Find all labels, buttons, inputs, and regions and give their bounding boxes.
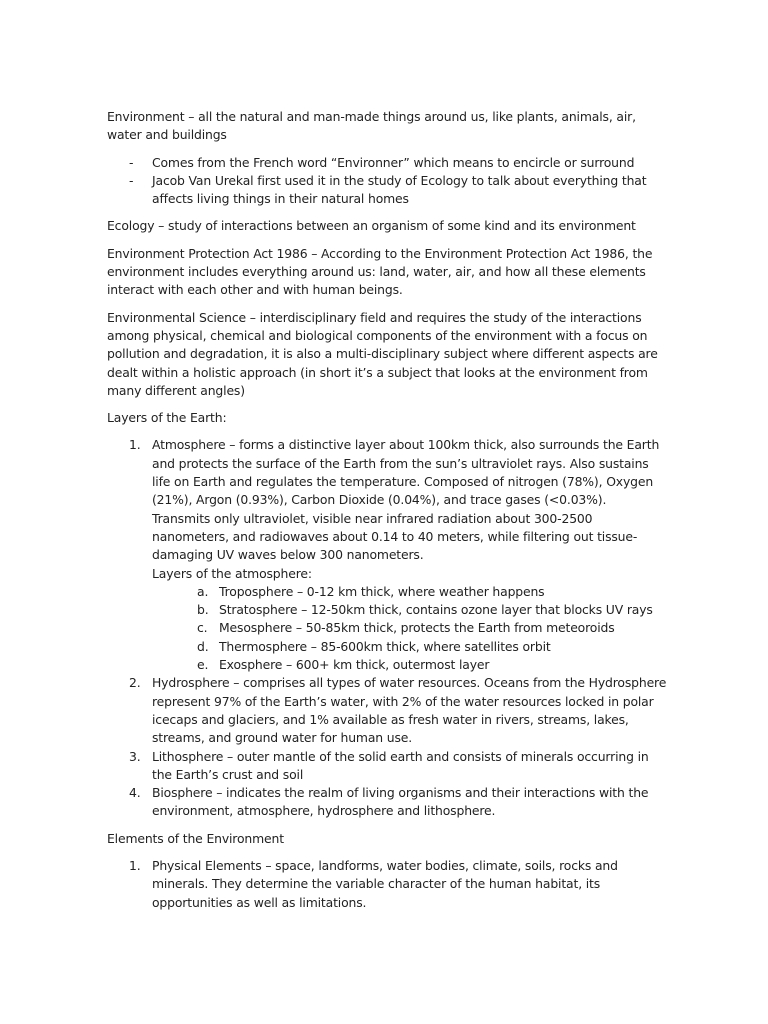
layer-text: Biosphere – indicates the realm of living organisms and their interactions with the environment, atmosphere, hydrosphere and lithosphere. xyxy=(152,785,649,819)
list-number: 3. xyxy=(129,748,141,764)
list-item xyxy=(107,154,667,172)
list-letter: b. xyxy=(197,602,209,618)
list-item xyxy=(152,619,667,637)
atmosphere-layers-heading: Layers of the atmosphere: xyxy=(152,565,312,581)
elements-heading: Elements of the Environment xyxy=(107,830,284,846)
list-item-text: Stratosphere – 12-50km thick, contains ozone layer that blocks UV rays xyxy=(219,602,653,618)
list-item xyxy=(152,583,667,601)
environment-elements-list xyxy=(107,857,667,912)
list-item xyxy=(152,601,667,619)
list-letter: c. xyxy=(197,620,208,636)
layer-text: Lithosphere – outer mantle of the solid earth and consists of minerals occurring in the Earth’s crust and soil xyxy=(152,748,649,782)
list-item xyxy=(152,656,667,674)
environment-notes-list xyxy=(107,154,667,209)
list-number: 1. xyxy=(129,437,141,453)
layer-item-biosphere xyxy=(107,784,667,821)
element-text: Physical Elements – space, landforms, water bodies, climate, soils, rocks and minerals. They determine the variable character of the human habitat, its opportunities as well as limitations. xyxy=(152,857,618,910)
layer-text: Hydrosphere – comprises all types of water resources. Oceans from the Hydrosphere represent 97% of the Earth’s water, with 2% of the water resources locked in polar icecaps and glaciers, and 1% available as fresh water in rivers, streams, lakes, streams, and ground water for human use. xyxy=(152,675,667,746)
layer-text: Atmosphere – forms a distinctive layer about 100km thick, also surrounds the Earth and protects the surface of the Earth from the sun’s ultraviolet rays. Also sustains life on Earth and regulates the temperature. Composed of nitrogen (78%), Oxygen (21%), Argon (0.93%), Carbon Dioxide (0.04%), and trace gases (<0.03%). Transmits only ultraviolet, visible near infrared radiation about 300-2500 nanometers, and radiowaves about 0.14 to 40 meters, while filtering out tissue-damaging UV waves below 300 nanometers. xyxy=(152,437,660,563)
list-item-text: Comes from the French word “Environner” which means to encircle or surround xyxy=(152,154,635,170)
environmental-science-definition: Environmental Science – interdisciplinary field and requires the study of the interactions among physical, chemical and biological components of the environment with a focus on pollution and degradation, it is also a multi-disciplinary subject where different aspects are dealt within a holistic approach (in short it’s a subject that looks at the environment from many different angles) xyxy=(107,309,658,398)
list-letter: e. xyxy=(197,657,209,673)
environment-definition: Environment – all the natural and man-made things around us, like plants, animals, air, water and buildings xyxy=(107,109,636,143)
list-item-text: Troposphere – 0-12 km thick, where weather happens xyxy=(219,583,545,599)
layer-item-atmosphere xyxy=(107,436,667,674)
list-item-text: Exosphere – 600+ km thick, outermost layer xyxy=(219,657,490,673)
list-item-text: Mesosphere – 50-85km thick, protects the Earth from meteoroids xyxy=(219,620,615,636)
layer-item-hydrosphere xyxy=(107,674,667,747)
list-number: 1. xyxy=(129,857,141,873)
list-item xyxy=(152,638,667,656)
layers-heading: Layers of the Earth: xyxy=(107,410,227,426)
list-number: 2. xyxy=(129,675,141,691)
dash-marker: - xyxy=(129,172,134,188)
atmosphere-layers-list xyxy=(152,583,667,674)
dash-marker: - xyxy=(129,154,134,170)
document-page xyxy=(107,108,667,921)
epa-definition: Environment Protection Act 1986 – According to the Environment Protection Act 1986, the environment includes everything around us: land, water, air, and how all these elements interact with each other and with human beings. xyxy=(107,245,653,298)
list-item xyxy=(107,172,667,209)
list-item-text: Jacob Van Urekal first used it in the study of Ecology to talk about everything that affects living things in their natural homes xyxy=(152,172,647,207)
element-item-physical xyxy=(107,857,667,912)
list-letter: d. xyxy=(197,638,209,654)
list-letter: a. xyxy=(197,583,209,599)
earth-layers-list xyxy=(107,436,667,820)
list-item-text: Thermosphere – 85-600km thick, where satellites orbit xyxy=(219,638,551,654)
layer-item-lithosphere xyxy=(107,748,667,785)
ecology-definition: Ecology – study of interactions between an organism of some kind and its environment xyxy=(107,218,636,234)
list-number: 4. xyxy=(129,785,141,801)
